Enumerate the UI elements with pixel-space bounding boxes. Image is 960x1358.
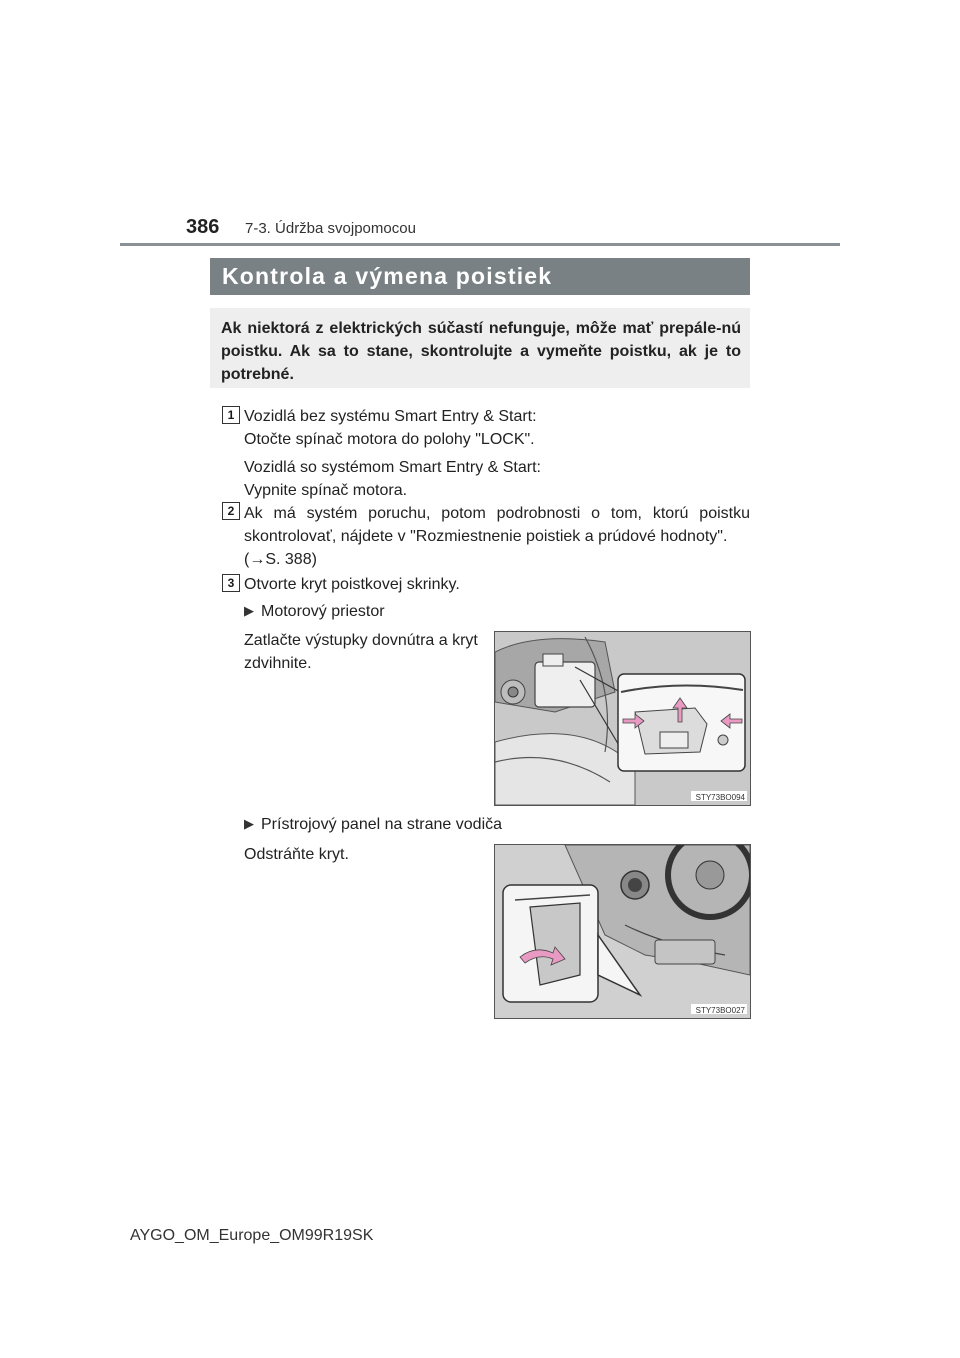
step-1-line-2: Otočte spínač motora do polohy "LOCK". — [244, 431, 535, 448]
step-2-reference-link[interactable]: (→S. 388) — [244, 551, 317, 568]
intro-box — [210, 308, 750, 388]
title-bar — [210, 258, 750, 295]
step-3-text: Otvorte kryt poistkovej skrinky. — [244, 576, 460, 593]
instrument-panel-figure — [494, 844, 751, 1019]
page-title: Kontrola a výmena poistiek — [222, 263, 553, 289]
subsection-2-instruction: Odstráňte kryt. — [244, 846, 349, 863]
step-number-1: 1 — [222, 406, 240, 424]
step-number-3: 3 — [222, 574, 240, 592]
instrument-panel-illustration — [495, 845, 750, 1018]
document-code: AYGO_OM_Europe_OM99R19SK — [130, 1227, 374, 1244]
header-rule — [120, 243, 840, 246]
figure-code-1: STY73BO094 — [695, 793, 745, 802]
step-1-line-3: Vozidlá so systémom Smart Entry & Start: — [244, 459, 541, 476]
subsection-1-instruction-line-2: zdvihnite. — [244, 655, 312, 672]
intro-text: Ak niektorá z elektrických súčastí nefunguje, môže mať prepále-nú poistku. Ak sa to stane, skontrolujte a vymeňte poistku, ak je to potrebné. — [221, 320, 741, 383]
subsection-2-heading: Prístrojový panel na strane vodiča — [261, 816, 503, 833]
engine-compartment-figure — [494, 631, 751, 806]
subsection-1-instruction-line-1: Zatlačte výstupky dovnútra a kryt — [244, 632, 478, 649]
step-number-2: 2 — [222, 502, 240, 520]
triangle-right-icon: ▶ — [244, 603, 254, 618]
engine-compartment-illustration — [495, 632, 750, 805]
subsection-1-heading: Motorový priestor — [261, 603, 385, 620]
page-number: 386 — [186, 216, 220, 238]
figure-code-2: STY73BO027 — [695, 1006, 745, 1015]
triangle-right-icon: ▶ — [244, 816, 254, 831]
step-1-line-1: Vozidlá bez systému Smart Entry & Start: — [244, 408, 537, 425]
section-title: 7-3. Údržba svojpomocou — [245, 220, 416, 237]
step-2-text: Ak má systém poruchu, potom podrobnosti o tom, ktorú poistku skontrolovať, nájdete v "Rozmiestnenie poistiek a prúdové hodnoty". — [244, 505, 750, 545]
step-1-line-4: Vypnite spínač motora. — [244, 482, 408, 499]
